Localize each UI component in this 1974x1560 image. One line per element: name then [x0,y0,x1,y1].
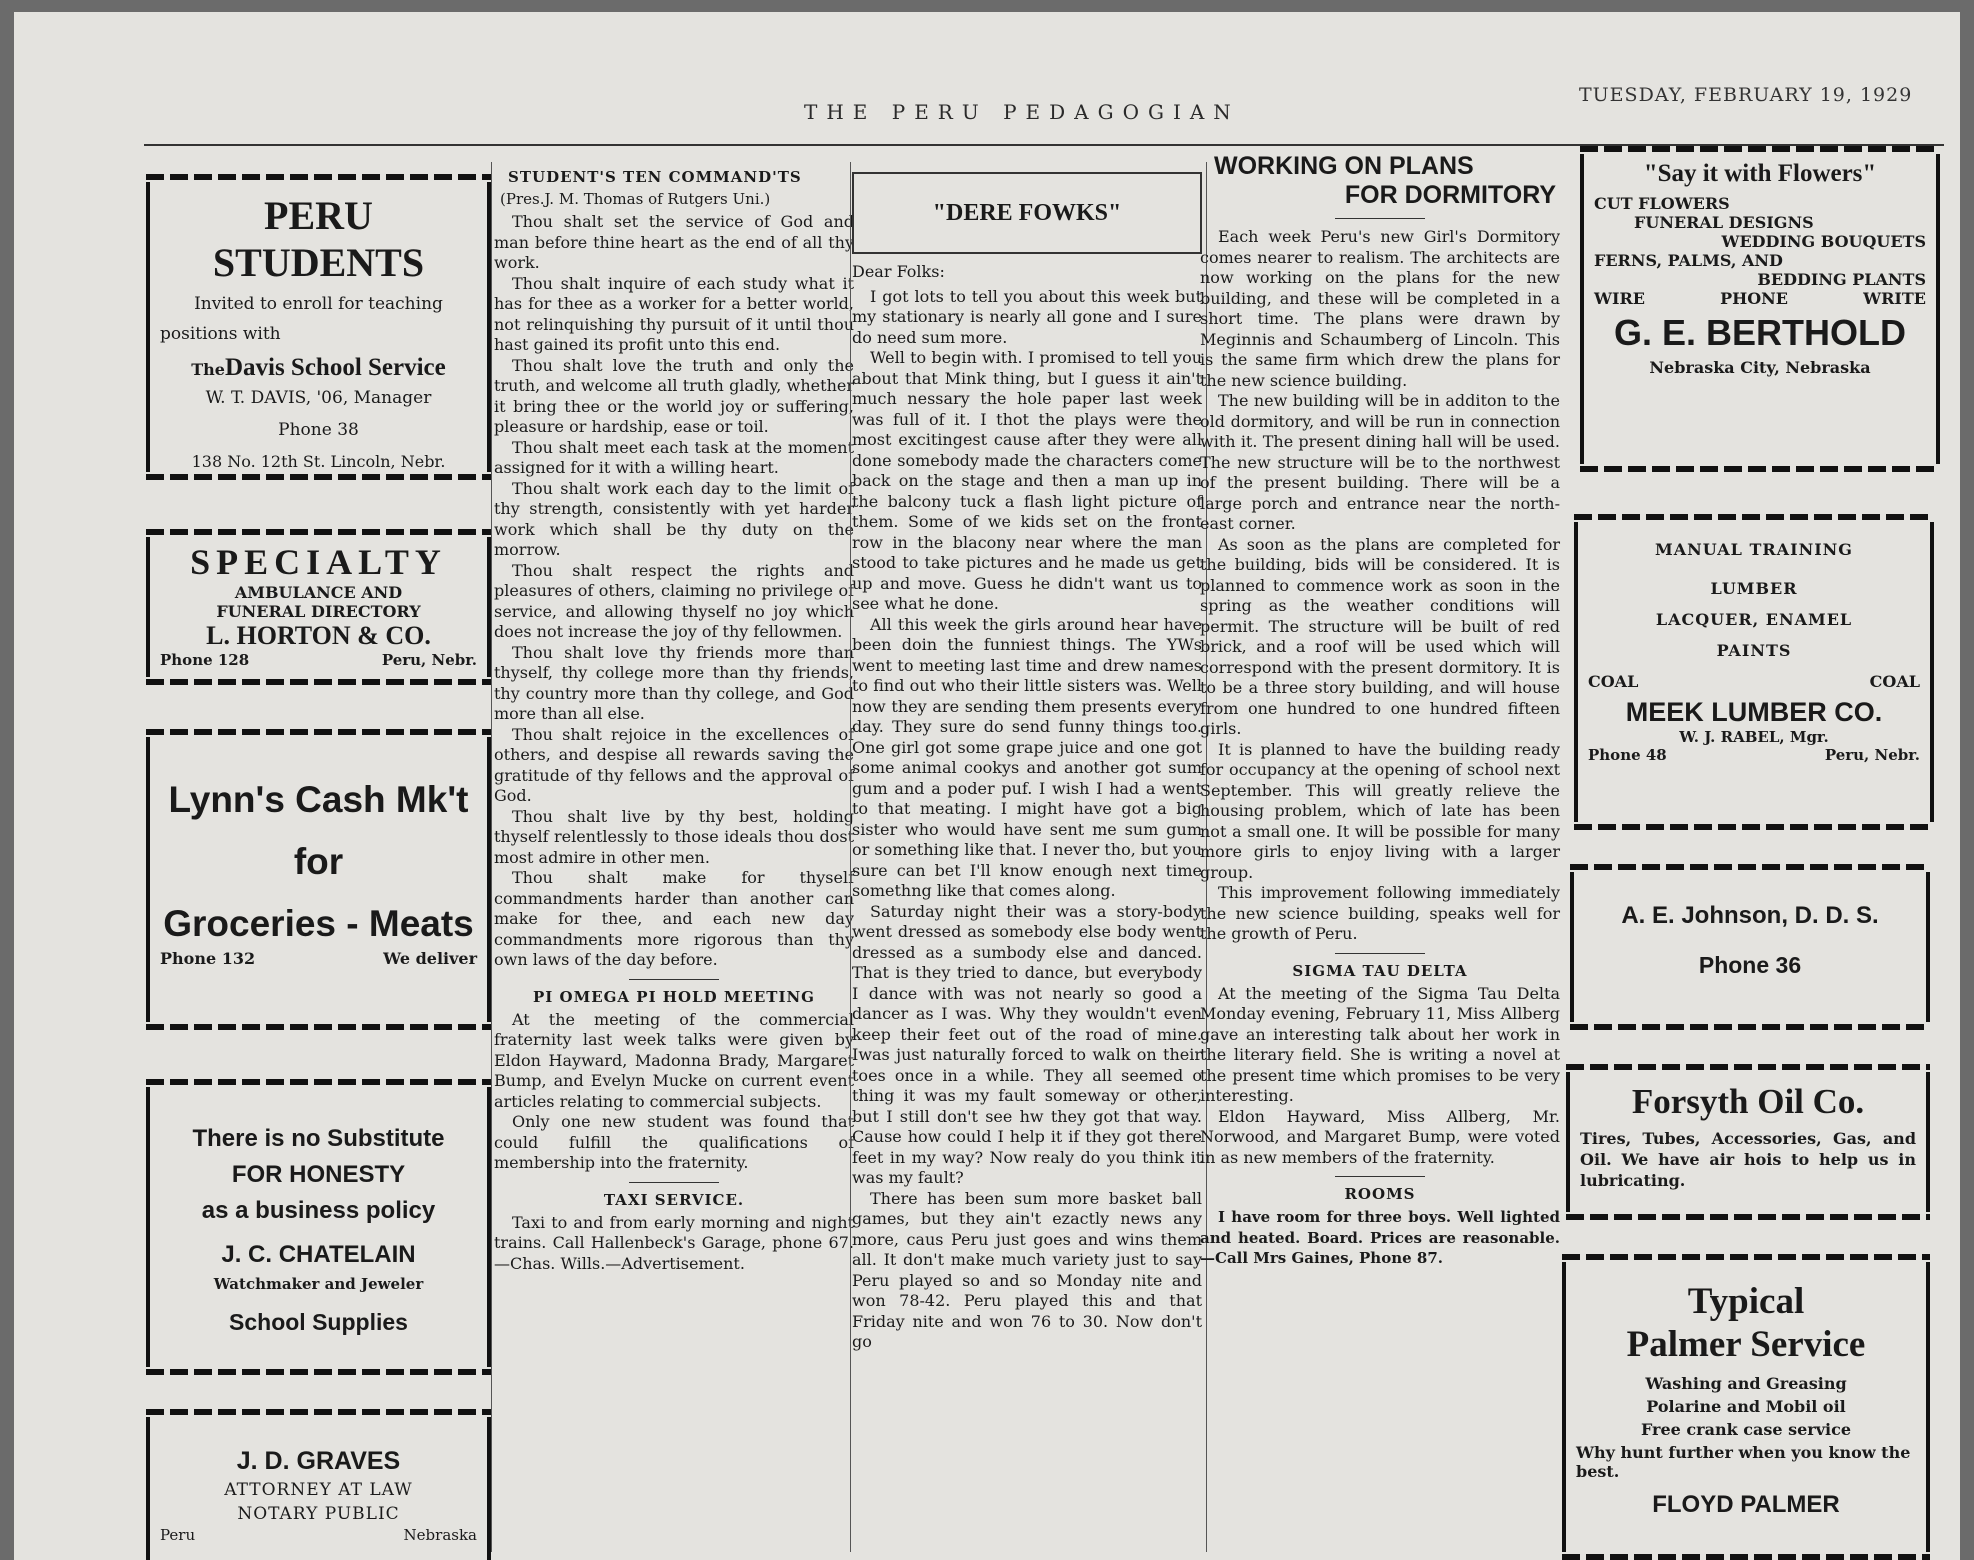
ad-town: Peru, Nebr. [1824,746,1920,764]
ad-forsyth-oil [1566,1072,1930,1212]
column-rule [491,162,492,1552]
ad-line: Typical [1687,1281,1805,1322]
ad-town: Peru, Nebr. [381,651,477,669]
ad-slogan: "Say it with Flowers" [1643,160,1877,187]
article-body [1200,227,1560,945]
ad-palmer-service [1562,1262,1930,1552]
ad-company: Davis School Service [224,354,446,381]
paragraph: The new building will be in additon to the old dormitory, and will be run in connection with it. The present dining hall will be used. The new structure will be to the northwest of the present building. There will be a large porch and entrance near the north-east corner. [1200,391,1560,533]
paragraph: At the meeting of the Sigma Tau Delta Monday evening, February 11, Miss Allberg gave an interesting talk about her work in the literary field. She is writing a novel at the present time which promises to be very interesting. [1200,983,1560,1105]
ad-name: A. E. Johnson, D. D. S. [1621,902,1879,929]
paragraph: Each week Peru's new Girl's Dormitory comes nearer to realism. The architects are now working on the plans for the new building, and these will be completed in a short time. The plans were drawn by Meginnis and Schaumberg of Lincoln. This is the same firm which drew the plans for the new science building. [1200,227,1560,390]
ad-line: Washing and Greasing [1645,1374,1847,1393]
ad-line: FOR HONESTY [231,1161,406,1188]
ad-line: CUT FLOWERS [1594,194,1730,213]
separator [1335,218,1425,219]
ad-line: Polarine and Mobil oil [1646,1397,1846,1416]
article-title: SIGMA TAU DELTA [1292,961,1468,980]
article-body [1200,984,1560,1169]
ad-line: MANUAL TRAINING [1655,540,1853,559]
ad-line: FUNERAL DESIGNS [1634,213,1814,232]
ad-line: FUNERAL DIRECTORY [216,602,421,621]
ad-line: Groceries - Meats [163,903,474,944]
ad-specialty [146,537,491,677]
separator [1335,1176,1425,1177]
ad-write: WRITE [1863,289,1926,308]
paragraph: Saturday night their was a story-body went dressed as somebody else body went dressed as a sumbody else and danced. That is they tried to dance, but everybody I dance with was not nearly so good a dancer as I was. Why they wouldn't even keep their feet out of the road of mine. Iwas just naturally forced to walk on their toes once in a while. They all seemed o thing it was my fault someway or other, but I still don't see hw they got that way. Cause how could I help it if they got there feet in my way? Now realy do you think it was my fault? [852,901,1202,1187]
ad-name: Forsyth Oil Co. [1631,1082,1865,1121]
paragraph: There has been sum more basket ball games, but they ain't ezactly news any more, caus Peru just goes and wins them all. It don't make much variety just to say Peru played so and so Monday nite and won 78-42. Peru played this and that Friday nite and won 76 to 30. Now don't go [852,1188,1202,1351]
article-title: ROOMS [1344,1185,1416,1203]
ad-line: AMBULANCE AND [234,583,403,602]
separator [629,979,719,980]
ad-wire: WIRE [1594,289,1645,308]
article-title: STUDENT'S TEN COMMAND'TS [508,168,802,186]
ad-headline: SPECIALTY [190,542,447,582]
paragraph: All this week the girls around hear have been doin the funniest things. The YWs went to meeting last time and drew names to find out who their little sisters was. Well now they are sending them presents every day. They sure do send funny things too. One girl got some grape juice and one got some animal cookys and another got sum gum and a poder puf. I wish I had a went to that meating. I might have got a big sister who would have sent me sum gum or something like that. I never tho, but you sure can bet I'll know enough next time somethng like that comes along. [852,614,1202,900]
ad-manager: W. J. RABEL, Mgr. [1679,728,1829,746]
paragraph: Thou shalt meet each task at the moment assigned for it with a willing heart. [494,437,854,477]
ad-line: NOTARY PUBLIC [237,1504,400,1524]
ad-meek-lumber [1574,522,1934,822]
ad-line: BEDDING PLANTS [1757,270,1926,289]
ad-headline: PERU STUDENTS [212,193,425,285]
ad-line: Invited to enroll for teaching [194,294,443,314]
ad-name: FLOYD PALMER [1652,1491,1840,1518]
ad-phone: Phone 48 [1588,746,1667,764]
ad-supplies: School Supplies [229,1309,408,1335]
article-title: PI OMEGA PI HOLD MEETING [533,987,815,1006]
ad-line: There is no Substitute [192,1125,445,1152]
newspaper-page [14,12,1960,1560]
paragraph: Thou shalt rejoice in the excellences of others, and despise all rewards saving the gratitude of thy fellows and the approval of God. [494,724,854,805]
paragraph: I have room for three boys. Well lighted and heated. Board. Prices are reasonable.—Call Mrs Gaines, Phone 87. [1200,1208,1560,1267]
ad-trade: Watchmaker and Jeweler [213,1275,424,1293]
ad-line: FERNS, PALMS, AND [1594,251,1783,270]
ad-lynns-cash-market [146,737,491,1022]
paragraph: Thou shalt work each day to the limit of thy strength, consistently with yet harder work which shall be thy duty on the morrow. [494,478,854,559]
ad-graves [146,1417,491,1560]
commandments-column [494,162,854,1274]
column-rule [850,162,851,1552]
salutation: Dear Folks: [852,262,945,281]
ad-town: Peru [160,1526,196,1544]
ad-company-prefix: The [191,360,225,379]
ad-phone: Phone 36 [1698,952,1802,978]
masthead [14,84,1960,124]
article-title: TAXI SERVICE. [603,1190,745,1209]
ad-line: positions with [160,324,281,344]
newspaper-title: THE PERU PEDAGOGIAN [804,100,1240,124]
ad-phone: Phone 128 [160,651,250,669]
article-body [1200,1207,1560,1269]
separator [1335,953,1425,954]
paragraph: Thou shalt love the truth and only the truth, and welcome all truth gladly, whether it bring thee or the world joy or suffering, pleasure or hardship, ease or toil. [494,355,854,436]
ad-line: LUMBER [1710,579,1798,598]
ad-coal: COAL [1588,672,1639,691]
ad-name: J. D. GRAVES [236,1447,401,1475]
ad-name: MEEK LUMBER CO. [1625,697,1883,727]
paragraph: Well to begin with. I promised to tell you about that Mink thing, but I guess it ain't much nessary the hole paper last week was full of it. I thot the plays were the most excitingest cause after they were all done somebody made the characters come back on the stage and then a man up in the balcony tuck a flash light picture of them. Some of we kids set on the front row in the blacony near where the man stood to take pictures and he made us get up and move. Guess he didn't want us to see what he done. [852,348,1202,613]
ad-line: PAINTS [1716,641,1792,660]
paragraph: Only one new student was found that could fulfill the qualifications of membership into the fraternity. [494,1112,854,1172]
ad-manager: W. T. DAVIS, '06, Manager [205,388,432,408]
paragraph: This improvement following immediately the new science building, speaks well for the growth of Peru. [1200,883,1560,943]
issue-date: TUESDAY, FEBRUARY 19, 1929 [1579,84,1913,106]
dere-fowks-column [852,172,1202,1353]
paragraph: Thou shalt inquire of each study what it has for thee as a worker for a better world, not relinquishing thy pursuit of it until thou hast gained its profit unto this end. [494,273,854,354]
paragraph: Thou shalt live by thy best, holding thyself relentlessly to those ideals thou dost most admire in other men. [494,806,854,867]
ad-city: Nebraska City, Nebraska [1649,358,1871,377]
ad-line: as a business policy [201,1197,436,1224]
separator [629,1182,719,1183]
paragraph: Thou shalt make for thyself commandments harder than another can make for thee, and each new day commandments more rigorous than thy own laws of the day before. [494,868,854,969]
article-title: FOR DORMITORY [1344,181,1556,209]
ad-line: Palmer Service [1626,1324,1866,1365]
paragraph: It is planned to have the building ready for occupancy at the opening of school next September. This will greatly relieve the housing problem, which of late has been not a small one. It will be possible for many more girls to enjoy living with a larger group. [1200,739,1560,882]
ad-phone: Phone 132 [160,949,256,968]
ad-state: Nebraska [403,1526,477,1544]
ad-address: 138 No. 12th St. Lincoln, Nebr. [191,452,446,471]
paragraph: Thou shalt love thy friends more than thyself, thy college more than thy friends, thy country more than thy college, and God more than all else. [494,642,854,723]
article-title: WORKING ON PLANS [1214,152,1474,180]
ad-text: Tires, Tubes, Accessories, Gas, and Oil. We have air hois to help us in lubricating. [1580,1129,1916,1190]
ad-line: Free crank case service [1640,1420,1852,1439]
paragraph: Thou shalt set the service of God and man before thine heart as the end of all thy work. [494,212,854,272]
paragraph: Thou shalt respect the rights and pleasures of others, claiming no privilege of service, and allowing thyself no joy which does not increase the joy of thy fellowmen. [494,560,854,641]
paragraph: As soon as the plans are completed for the building, bids will be considered. It is planned to commence work as soon in the spring as the weather conditions will permit. The structure will be built of red brick, and a roof will be used which will correspond with the present dormitory. It is to be a three story building, and will house from one hundred to one hundred fifteen girls. [1200,534,1560,738]
paragraph: I got lots to tell you about this week but my stationary is nearly all gone and I sure do need sum more. [852,286,1202,347]
ad-delivery: We deliver [383,949,477,968]
dormitory-column [1200,152,1560,1269]
article-title-box [852,172,1202,254]
article-body [852,262,1202,1353]
ad-johnson-dds [1570,872,1930,1022]
ad-name: G. E. BERTHOLD [1613,312,1906,353]
ad-name: J. C. CHATELAIN [221,1241,416,1268]
paragraph: Eldon Hayward, Miss Allberg, Mr. Norwood, and Margaret Bump, were voted in as new members of the fraternity. [1200,1106,1560,1167]
article-body [494,212,854,971]
paragraph: At the meeting of the commercial fraternity last week talks were given by Eldon Hayward, Madonna Brady, Margaret Bump, and Evelyn Mucke on current event articles relating to commercial subjects. [494,1009,854,1111]
ad-line: ATTORNEY AT LAW [224,1480,413,1500]
ad-phone: PHONE [1720,289,1788,308]
ad-line: Why hunt further when you know the best. [1576,1443,1911,1481]
article-body [494,1010,854,1174]
ad-peru-students [146,182,491,472]
paragraph: Taxi to and from early morning and night trains. Call Hallenbeck's Garage, phone 67.—Chas. Wills.—Advertisement. [494,1212,854,1273]
article-title: "DERE FOWKS" [932,199,1122,226]
ad-company: L. HORTON & CO. [206,621,431,650]
ad-line: LACQUER, ENAMEL [1655,610,1853,629]
ad-chatelain [146,1087,491,1367]
article-byline: (Pres.J. M. Thomas of Rutgers Uni.) [500,190,771,208]
ad-line: WEDDING BOUQUETS [1721,232,1926,251]
ad-berthold [1580,154,1940,464]
ad-coal: COAL [1869,672,1920,691]
ad-line: for [293,841,344,882]
ad-headline: Lynn's Cash Mk't [168,779,469,820]
article-body [494,1213,854,1275]
ad-phone: Phone 38 [278,420,359,440]
